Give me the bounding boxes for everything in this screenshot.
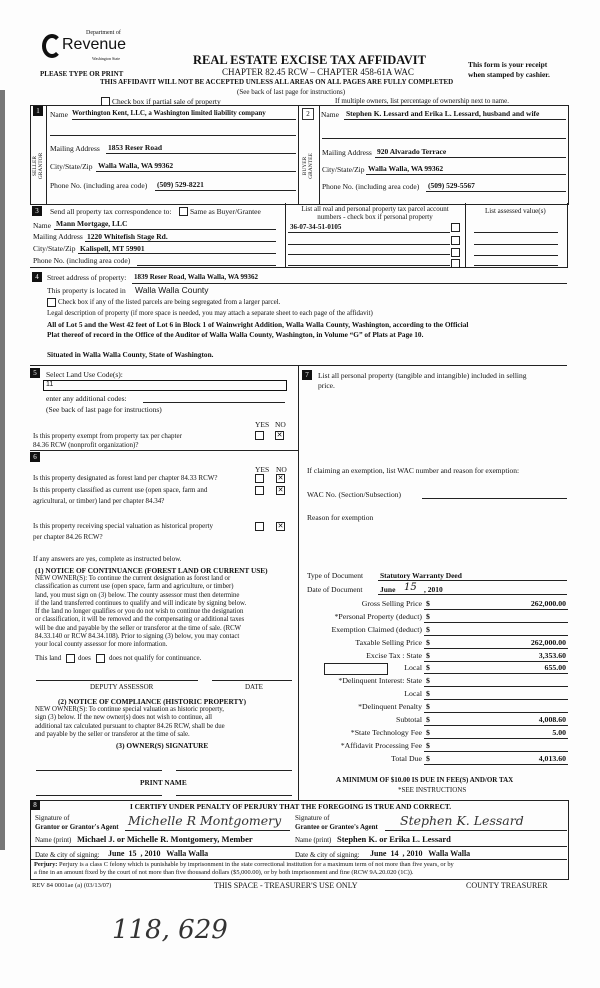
seller-city[interactable]: Walla Walla, WA 99362 — [98, 161, 174, 170]
land-use-label: Select Land Use Code(s): — [46, 370, 123, 379]
additional-codes-input[interactable] — [143, 402, 285, 403]
notice-line: sign (3) below. If the new owner(s) does not wish to continue, all — [35, 714, 212, 722]
perjury-line-1: Perjury is a class C felony which is punishable by imprisonment in the state correctional institution for a maximum term of not more than five years, or by — [59, 861, 454, 868]
fee-label: *Personal Property (deduct) — [334, 611, 422, 621]
line — [106, 153, 296, 154]
logo-state: Washington State — [92, 56, 121, 61]
located-label: This property is located in — [47, 286, 126, 295]
perjury-label: Perjury: — [34, 861, 58, 868]
line — [125, 830, 290, 831]
s5-see-back: (See back of last page for instructions) — [46, 405, 162, 414]
local-box[interactable] — [324, 663, 388, 675]
line — [366, 174, 566, 175]
wac-label: WAC No. (Section/Subsection) — [307, 490, 401, 499]
minimum-note: A MINIMUM OF $10.00 IS DUE IN FEE(S) AND/OR TAX — [336, 776, 514, 784]
dollar-sign: $ — [426, 753, 430, 763]
line — [424, 699, 568, 700]
notice-line: and payable by the seller or transferor at the time of sale. — [35, 730, 190, 738]
historic-question-1: Is this property receiving special valuation as historical property — [33, 522, 214, 530]
exempt-question-1: Is this property exempt from property tax per chapter — [33, 432, 182, 440]
grantee-name[interactable]: Stephen K. or Erika L. Lessard — [337, 834, 451, 844]
s2-addr-label: Mailing Address — [322, 148, 372, 157]
see-back: (See back of last page for instructions) — [237, 88, 346, 96]
seller-name[interactable]: Worthington Kent, LLC, a Washington limited liability company — [72, 109, 266, 117]
situated: Situated in Walla Walla County, State of Washington. — [47, 350, 214, 359]
no-header: NO — [275, 420, 286, 429]
fee-row — [300, 650, 568, 663]
form-number: REV 84 0001ae (a) (03/13/07) — [32, 882, 112, 889]
line — [96, 171, 296, 172]
does-not-checkbox[interactable] — [96, 654, 105, 663]
line — [54, 229, 276, 230]
s2-city-label: City/State/Zip — [322, 165, 365, 174]
legal-description-1: All of Lot 5 and the West 42 feet of Lot 6 in Block 1 of Wainwright Addition, Walla Walla County, Washington, according to the Official — [47, 320, 469, 329]
grantor-name-print-label: Name (print) — [35, 836, 72, 844]
line — [288, 244, 450, 245]
doc-type-label: Type of Document — [307, 571, 364, 580]
notice-1-title: (1) NOTICE OF CONTINUANCE (FOREST LAND OR CURRENT USE) — [35, 566, 268, 575]
fee-row — [300, 675, 568, 688]
dollar-sign: $ — [426, 676, 430, 686]
seller-phone[interactable]: (509) 529-8221 — [157, 180, 204, 189]
print-name-line[interactable] — [176, 795, 292, 796]
owner-signature-line[interactable] — [176, 770, 292, 771]
personal-property-label-1: List all personal property (tangible and intangible) included in selling — [318, 371, 527, 380]
fee-row — [300, 598, 568, 611]
doc-type[interactable]: Statutory Warranty Deed — [380, 571, 462, 580]
fee-label: Subtotal — [396, 715, 422, 725]
exempt-no-checkbox-checked[interactable]: ✕ — [276, 431, 283, 439]
line — [72, 119, 296, 120]
line — [378, 594, 567, 595]
line — [424, 635, 568, 636]
line — [424, 648, 568, 649]
current-use-no-checkbox-checked[interactable]: ✕ — [277, 486, 284, 494]
receipt-line-2: when stamped by cashier. — [468, 70, 550, 79]
s1-name-label: Name — [50, 110, 68, 119]
please-type: PLEASE TYPE OR PRINT — [40, 70, 124, 78]
doc-date-day[interactable]: 15 — [404, 582, 417, 593]
line — [474, 265, 558, 266]
does-label: does — [78, 654, 91, 662]
personal-property-label-2: price. — [318, 381, 335, 390]
section-7-number: 7 — [302, 370, 312, 380]
reason-label: Reason for exemption — [307, 513, 374, 522]
line — [424, 686, 568, 687]
does-checkbox[interactable] — [66, 654, 75, 663]
does-not-label: does not qualify for continuance. — [109, 654, 202, 662]
fee-row — [300, 637, 568, 650]
fee-label: Excise Tax : State — [366, 650, 422, 660]
property-county[interactable]: Walla Walla County — [135, 285, 209, 295]
legal-label: Legal description of property (if more space is needed, you may attach a separate sheet to each page of the affidavit) — [47, 309, 373, 317]
fee-label: *Delinquent Penalty — [358, 702, 422, 712]
additional-codes-label: enter any additional codes: — [46, 394, 127, 403]
fee-row — [300, 727, 568, 740]
property-street[interactable]: 1839 Reser Road, Walla Walla, WA 99362 — [134, 273, 258, 281]
line — [424, 764, 568, 765]
correspondence-name[interactable]: Mann Mortgage, LLC — [56, 219, 128, 228]
section-1-number: 1 — [33, 106, 43, 116]
grantee-name-print-label: Name (print) — [295, 836, 332, 844]
buyer-city[interactable]: Walla Walla, WA 99362 — [368, 164, 444, 173]
notice-line: NEW OWNER(S): To continue special valuation as historic property, — [35, 706, 224, 713]
s1-city-label: City/State/Zip — [50, 162, 93, 171]
line — [474, 255, 558, 256]
same-as-buyer-label: Same as Buyer/Grantee — [190, 207, 261, 216]
section-8-number: 8 — [30, 800, 40, 810]
s2-name-label: Name — [321, 110, 339, 119]
forest-question: Is this property designated as forest land per chapter 84.33 RCW? — [33, 474, 218, 482]
fee-label: Taxable Selling Price — [355, 637, 422, 647]
see-instructions: *SEE INSTRUCTIONS — [398, 786, 467, 794]
dollar-sign: $ — [426, 637, 430, 647]
line — [155, 190, 296, 191]
line — [424, 751, 568, 752]
doc-date-year[interactable]: , 2010 — [424, 585, 443, 594]
department-of-revenue-logo — [42, 28, 126, 68]
s3-name-label: Name — [33, 221, 51, 230]
fee-label: Local — [404, 663, 422, 673]
notice-line: will be due and payable by the seller or transferor at the time of sale. (RCW — [35, 624, 242, 632]
fee-value[interactable]: 262,000.00 — [530, 637, 566, 647]
section-6-number: 6 — [30, 452, 40, 462]
logo-dept: Department of — [86, 30, 121, 36]
notice-line: or classification, it will be removed and the compensating or additional taxes — [35, 616, 245, 624]
personal-property-checkbox[interactable] — [451, 236, 460, 245]
sig-grantor-2: Grantor or Grantor's Agent — [35, 823, 119, 831]
fee-label: Total Due — [391, 753, 422, 763]
this-land-label: This land — [35, 654, 62, 662]
current-use-question-2: agricultural, or timber) land per chapter 84.34? — [33, 497, 165, 505]
fee-label: *Delinquent Interest: State — [338, 676, 422, 686]
section-2-number: 2 — [302, 108, 314, 120]
partial-sale-label: Check box if partial sale of property — [112, 97, 221, 106]
yes-header: YES — [255, 420, 270, 429]
line — [474, 244, 558, 245]
dollar-sign: $ — [426, 663, 430, 673]
notice-1-text — [35, 575, 246, 650]
wac-input[interactable] — [422, 498, 567, 499]
s1-addr-label: Mailing Address — [50, 144, 100, 153]
line — [424, 738, 568, 739]
s3-phone-label: Phone No. (including area code) — [33, 256, 131, 265]
line — [378, 580, 567, 581]
fee-row — [300, 688, 568, 701]
receipt-line-1: This form is your receipt — [468, 60, 548, 69]
grantor-name[interactable]: Michael J. or Michelle R. Montgomery, Member — [77, 834, 253, 844]
line — [375, 157, 566, 158]
personal-property-checkbox[interactable] — [451, 259, 460, 268]
print-name-line[interactable] — [36, 795, 162, 796]
fee-value[interactable]: 655.00 — [544, 663, 566, 673]
form-chapter: CHAPTER 82.45 RCW – CHAPTER 458-61A WAC — [222, 67, 414, 77]
fee-value[interactable]: 262,000.00 — [530, 599, 566, 608]
deputy-assessor-label: DEPUTY ASSESSOR — [90, 683, 154, 691]
section-5-number: 5 — [30, 368, 40, 378]
deputy-assessor-line[interactable] — [36, 680, 198, 681]
owner-signature-line[interactable] — [36, 770, 162, 771]
fee-value[interactable]: 4,008.60 — [538, 715, 566, 725]
seller-grantor-label: SELLER GRANTOR — [32, 152, 44, 180]
dollar-sign: $ — [426, 611, 430, 621]
seller-address[interactable]: 1853 Reser Road — [108, 143, 163, 152]
grantor-date[interactable]: June 15 , 2010 Walla Walla — [108, 849, 209, 858]
legal-description-2: Plat thereof of record in the Office of the Auditor of Walla Walla County, Washington, in Volume “G” of Plats at Page 10. — [47, 330, 424, 339]
dollar-sign: $ — [426, 702, 430, 712]
exempt-yes-checkbox[interactable] — [255, 431, 264, 440]
s3-city-label: City/State/Zip — [33, 244, 76, 253]
line — [385, 830, 567, 831]
certify-statement: I CERTIFY UNDER PENALTY OF PERJURY THAT THE FOREGOING IS TRUE AND CORRECT. — [130, 802, 452, 811]
if-yes-note: If any answers are yes, complete as instructed below. — [33, 555, 182, 563]
fee-value[interactable]: 5.00 — [552, 727, 566, 737]
line — [322, 138, 566, 139]
notice-line: land, you must sign on (3) below. The county assessor must then determine — [35, 591, 240, 599]
dollar-sign: $ — [426, 650, 430, 660]
dollar-sign: $ — [426, 715, 430, 725]
logo-swoosh-icon — [42, 34, 62, 58]
line — [424, 725, 568, 726]
grantor-date-label: Date & city of signing: — [35, 851, 100, 859]
form-title: REAL ESTATE EXCISE TAX AFFIDAVIT — [193, 53, 426, 67]
line — [137, 265, 276, 266]
historic-question-2: per chapter 84.26 RCW? — [33, 533, 103, 541]
line — [474, 232, 558, 233]
treasurer-space: THIS SPACE - TREASURER'S USE ONLY — [214, 881, 358, 890]
fee-value[interactable]: 3,353.60 — [538, 650, 566, 660]
line — [424, 673, 568, 674]
notice-2-title: (2) NOTICE OF COMPLIANCE (HISTORIC PROPERTY) — [58, 697, 247, 706]
s6-no-header: NO — [276, 465, 287, 474]
dollar-sign: $ — [426, 740, 430, 750]
fee-row — [300, 624, 568, 637]
current-use-yes-checkbox[interactable] — [255, 486, 264, 495]
line — [288, 254, 450, 255]
doc-date-label: Date of Document — [307, 585, 363, 594]
divider — [30, 450, 298, 451]
historic-yes-checkbox[interactable] — [255, 522, 264, 531]
fee-label: *Affidavit Processing Fee — [340, 740, 422, 750]
notice-line: classification as current use (open space, farm and agriculture, or timber) — [35, 583, 234, 591]
fee-label: Exemption Claimed (deduct) — [331, 624, 422, 634]
notice-2-text — [35, 706, 225, 739]
grantee-date[interactable]: June 14 , 2010 Walla Walla — [370, 849, 471, 858]
line — [424, 712, 568, 713]
fee-label: Gross Selling Price — [361, 599, 422, 608]
personal-property-checkbox[interactable] — [451, 223, 460, 232]
line — [78, 253, 276, 254]
parcel-header: List all real and personal property tax parcel account numbers - check box if personal property — [301, 205, 449, 221]
logo-name: Revenue — [62, 36, 127, 53]
fee-row — [300, 753, 568, 766]
grantor-signature[interactable]: Michelle R Montgomery — [128, 813, 282, 828]
buyer-name[interactable]: Stephen K. Lessard and Erika L. Lessard, husband and wife — [346, 109, 540, 118]
doc-date-month[interactable]: June — [380, 585, 396, 594]
notice-line: If the land no longer qualifies or you do not wish to continue the designation — [35, 608, 244, 616]
notice-line: additional tax calculated pursuant to chapter 84.26 RCW, shall be due — [35, 722, 225, 730]
buyer-phone[interactable]: (509) 529-5567 — [428, 181, 475, 190]
fee-row — [300, 611, 568, 624]
correspondence-city[interactable]: Kalispell, MT 59901 — [80, 244, 145, 253]
line — [30, 846, 567, 847]
s6-yes-header: YES — [255, 465, 270, 474]
line — [424, 609, 568, 610]
line — [132, 283, 567, 284]
assessed-header: List assessed value(s) — [485, 207, 546, 215]
print-name-label: PRINT NAME — [140, 778, 187, 787]
historic-no-checkbox-checked[interactable]: ✕ — [277, 522, 284, 530]
scan-edge — [0, 90, 5, 850]
forest-yes-checkbox[interactable] — [255, 474, 264, 483]
sig-grantor-1: Signature of — [35, 814, 70, 822]
fee-row — [300, 701, 568, 714]
line — [85, 241, 276, 242]
notice-line: NEW OWNER(S): To continue the current designation as forest land or — [35, 575, 231, 582]
grantee-signature[interactable]: Stephen K. Lessard — [400, 813, 524, 828]
segregated-label: Check box if any of the listed parcels are being segregated from a larger parcel. — [58, 298, 281, 306]
send-correspondence-label: Send all property tax correspondence to: — [50, 207, 172, 216]
dollar-sign: $ — [426, 727, 430, 737]
line — [288, 265, 450, 266]
form-warning: THIS AFFIDAVIT WILL NOT BE ACCEPTED UNLESS ALL AREAS ON ALL PAGES ARE FULLY COMPLETED — [100, 78, 454, 86]
buyer-grantee-label: BUYER GRANTEE — [302, 153, 314, 179]
same-as-buyer-checkbox[interactable] — [179, 207, 188, 216]
grantee-date-label: Date & city of signing: — [295, 851, 360, 859]
buyer-address[interactable]: 920 Alvarado Terrace — [377, 147, 447, 156]
perjury-text — [34, 861, 454, 877]
land-use-code-input[interactable]: 11 — [43, 380, 287, 391]
line — [50, 135, 296, 136]
s3-addr-label: Mailing Address — [33, 232, 83, 241]
divider — [465, 203, 466, 267]
correspondence-address[interactable]: 1220 Whitefish Stage Rd. — [87, 232, 168, 241]
dollar-sign: $ — [426, 624, 430, 634]
multiple-owners-note: If multiple owners, list percentage of ownership next to name. — [335, 97, 509, 105]
fee-row — [300, 714, 568, 727]
parcel-number[interactable]: 36-07-34-51-0105 — [290, 223, 342, 231]
fee-value[interactable]: 4,013.60 — [538, 753, 566, 763]
forest-no-checkbox-checked[interactable]: ✕ — [277, 474, 284, 482]
section-4-number: 4 — [32, 272, 42, 282]
sig-grantee-1: Signature of — [295, 814, 330, 822]
segregated-checkbox[interactable] — [47, 298, 56, 307]
line — [424, 661, 568, 662]
sig-grantee-2: Grantee or Grantee's Agent — [295, 823, 378, 831]
line — [30, 859, 567, 860]
line — [288, 232, 450, 233]
handwritten-number: 118, 629 — [112, 915, 228, 945]
notice-line: 84.33.140 or RCW 84.34.108). Prior to signing (3) below, you may contact — [35, 633, 240, 641]
notice-line: if the land transferred continues to qualify and will indicate by signing below. — [35, 599, 247, 607]
fee-label: Local — [404, 689, 422, 699]
date-label: DATE — [245, 683, 263, 691]
personal-property-checkbox[interactable] — [451, 248, 460, 257]
dollar-sign: $ — [426, 689, 430, 699]
section-3-number: 3 — [32, 206, 42, 216]
divider — [285, 203, 286, 267]
date-line[interactable] — [212, 680, 292, 681]
line — [344, 119, 566, 120]
county-treasurer: COUNTY TREASURER — [466, 881, 548, 890]
exemption-label: If claiming an exemption, list WAC number and reason for exemption: — [307, 466, 520, 475]
notice-line: your local county assessor for more information. — [35, 641, 168, 649]
divider — [298, 365, 299, 800]
current-use-question-1: Is this property classified as current use (open space, farm and — [33, 486, 208, 494]
line — [426, 191, 566, 192]
dollar-sign: $ — [426, 599, 430, 608]
street-label: Street address of property: — [47, 273, 127, 282]
fee-label: *State Technology Fee — [350, 727, 422, 737]
s2-phone-label: Phone No. (including area code) — [322, 182, 420, 191]
fees-table — [300, 598, 568, 766]
line — [424, 622, 568, 623]
owner-signature-label: (3) OWNER(S) SIGNATURE — [116, 741, 209, 750]
s1-phone-label: Phone No. (including area code) — [50, 181, 148, 190]
exempt-question-2: 84.36 RCW (nonprofit organization)? — [33, 441, 139, 449]
perjury-line-2: a fine in an amount fixed by the court of not more than five thousand dollars ($5,000.00), or by both imprisonment and fine (RCW 9A.20.020 (1C)). — [34, 869, 414, 876]
fee-row — [300, 740, 568, 753]
